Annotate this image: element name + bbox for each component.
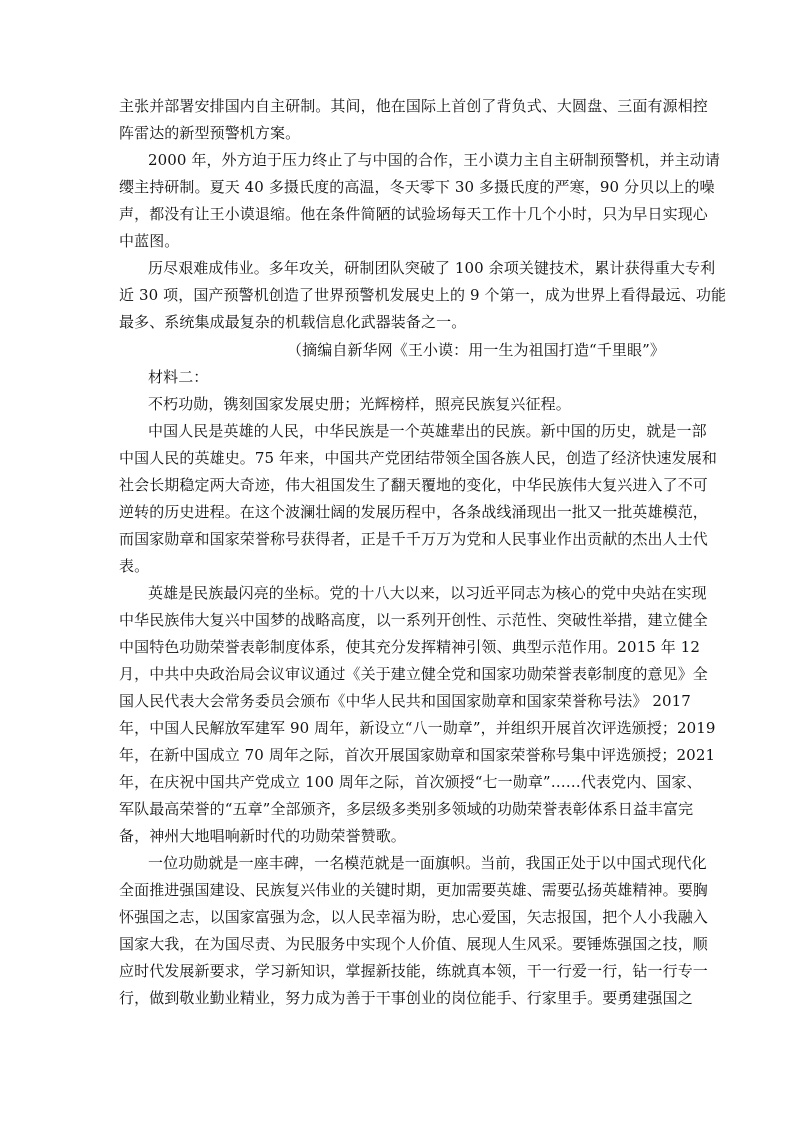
body-text-line: 中蓝图。	[119, 232, 180, 250]
body-text-line: 年，中国人民解放军建军 90 周年，新设立“八一勋章”，并组织开展首次评选颁授；2019	[119, 719, 716, 737]
body-text-line: 全面推进强国建设、民族复兴伟业的关键时期，更加需要英雄、需要弘扬英雄精神。要胸	[119, 881, 708, 899]
body-text-line: 缨主持研制。夏天 40 多摄氏度的高温，冬天零下 30 多摄氏度的严寒，90 分贝以上的噪	[119, 178, 715, 196]
body-text-line: 备，神州大地唱响新时代的功勋荣誉赞歌。	[119, 827, 406, 845]
body-text-line: 逆转的历史进程。在这个波澜壮阔的发展历程中，各条战线涌现出一批又一批英雄模范，	[119, 503, 708, 521]
paragraph-start-line: 历尽艰难成伟业。多年攻关，研制团队突破了 100 余项关键技术，累计获得重大专利	[148, 259, 716, 277]
body-text-line: 声，都没有让王小谟退缩。他在条件简陋的试验场每天工作十几个小时，只为早日实现心	[119, 205, 708, 223]
body-text-line: 社会长期稳定两大奇迹，伟大祖国发生了翻天覆地的变化，中华民族伟大复兴进入了不可	[119, 476, 708, 494]
body-text-line: 表。	[119, 557, 150, 575]
body-text-line: 国人民代表大会常务委员会颁布《中华人民共和国国家勋章和国家荣誉称号法》 2017	[119, 692, 691, 710]
body-text-line: 军队最高荣誉的“五章”全部颁齐，多层级多类别多领域的功勋荣誉表彰体系日益丰富完	[119, 800, 694, 818]
body-text-line: 行，做到敬业勤业精业，努力成为善于干事创业的岗位能手、行家里手。要勇建强国之	[119, 989, 693, 1007]
body-text-line: 应时代发展新要求，学习新知识，掌握新技能，练就真本领，干一行爱一行，钻一行专一	[119, 962, 708, 980]
body-text-line: 年，在新中国成立 70 周年之际，首次开展国家勋章和国家荣誉称号集中评选颁授；2021	[119, 746, 716, 764]
body-text-line: 近 30 项，国产预警机创造了世界预警机发展史上的 9 个第一，成为世界上看得最远、功能	[119, 286, 727, 304]
body-text-line: 而国家勋章和国家荣誉称号获得者，正是千千万万为党和人民事业作出贡献的杰出人士代	[119, 530, 708, 548]
article-subtitle: 不朽功勋，镌刻国家发展史册；光辉榜样，照亮民族复兴征程。	[148, 395, 571, 413]
body-text-line: 中国特色功勋荣誉表彰制度体系，使其充分发挥精神引领、典型示范作用。2015 年 12	[119, 638, 701, 656]
paragraph-start-line: 中国人民是英雄的人民，中华民族是一个英雄辈出的民族。新中国的历史，就是一部	[148, 422, 707, 440]
paragraph-start-line: 一位功勋就是一座丰碑，一名模范就是一面旗帜。当前，我国正处于以中国式现代化	[148, 854, 707, 872]
paragraph-start-line: 2000 年，外方迫于压力终止了与中国的合作，王小谟力主自主研制预警机，并主动请	[148, 151, 720, 169]
body-text-line: 国家大我，在为国尽责、为民服务中实现个人价值、展现人生风采。要锤炼强国之技，顺	[119, 935, 708, 953]
body-text-line: 最多、系统集成最复杂的机载信息化武器装备之一。	[119, 313, 467, 331]
source-citation: （摘编自新华网《王小谟：用一生为祖国打造“千里眼”》	[287, 341, 665, 359]
paragraph-start-line: 英雄是民族最闪亮的坐标。党的十八大以来，以习近平同志为核心的党中央站在实现	[148, 584, 707, 602]
body-text-line: 主张并部署安排国内自主研制。其间，他在国际上首创了背负式、大圆盘、三面有源相控	[119, 97, 708, 115]
body-text-line: 中国人民的英雄史。75 年来，中国共产党团结带领全国各族人民，创造了经济快速发展和	[119, 449, 717, 467]
body-text-line: 阵雷达的新型预警机方案。	[119, 124, 301, 142]
body-text-line: 年，在庆祝中国共产党成立 100 周年之际，首次颁授“七一勋章”……代表党内、国家、	[119, 773, 702, 791]
body-text-line: 月，中共中央政治局会议审议通过《关于建立健全党和国家功勋荣誉表彰制度的意见》全	[119, 665, 708, 683]
body-text-line: 中华民族伟大复兴中国梦的战略高度，以一系列开创性、示范性、突破性举措，建立健全	[119, 611, 708, 629]
section-heading-material-two: 材料二：	[148, 368, 209, 386]
body-text-line: 怀强国之志，以国家富强为念，以人民幸福为盼，忠心爱国，矢志报国，把个人小我融入	[119, 908, 708, 926]
